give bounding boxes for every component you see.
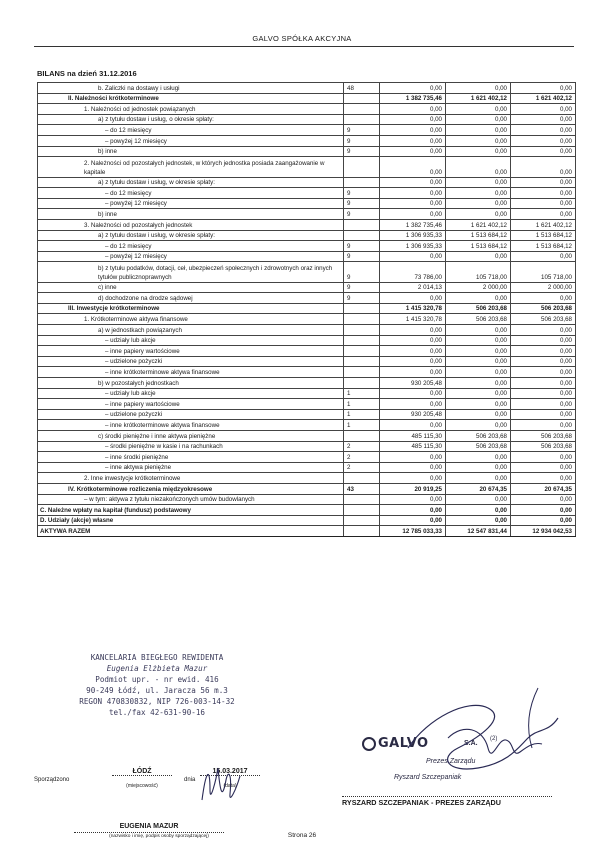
row-value-col2: 1 513 684,12 xyxy=(446,230,511,241)
row-value-col2: 506 203,68 xyxy=(446,314,511,325)
row-value-col3: 0,00 xyxy=(511,505,576,516)
row-value-col2: 0,00 xyxy=(446,494,511,505)
row-value-col1: 0,00 xyxy=(380,188,446,199)
row-value-col3: 506 203,68 xyxy=(511,441,576,452)
table-row xyxy=(38,146,576,157)
balance-sheet-table xyxy=(37,82,576,537)
row-note xyxy=(344,473,380,484)
row-value-col1: 0,00 xyxy=(380,293,446,304)
table-row xyxy=(38,526,576,537)
row-label: b) inne xyxy=(38,209,344,220)
row-note xyxy=(344,230,380,241)
row-value-col1: 0,00 xyxy=(380,157,446,177)
table-row xyxy=(38,346,576,357)
table-row xyxy=(38,241,576,252)
auditor-stamp xyxy=(62,652,252,718)
preparer-handwritten-signature xyxy=(196,760,244,808)
row-value-col2: 105 718,00 xyxy=(446,262,511,282)
table-row xyxy=(38,335,576,346)
galvo-logo-icon xyxy=(362,737,376,751)
row-value-col1: 0,00 xyxy=(380,83,446,94)
table-row xyxy=(38,293,576,304)
row-note: 2 xyxy=(344,452,380,463)
row-label: – inne aktywa pieniężne xyxy=(38,462,344,473)
row-label: – udziały lub akcje xyxy=(38,388,344,399)
table-row xyxy=(38,104,576,115)
row-value-col1: 0,00 xyxy=(380,452,446,463)
row-value-col1: 1 306 935,33 xyxy=(380,241,446,252)
row-value-col1: 485 115,30 xyxy=(380,431,446,442)
row-label: – inne papiery wartościowe xyxy=(38,399,344,410)
row-note: 1 xyxy=(344,409,380,420)
row-note: 9 xyxy=(344,282,380,293)
row-note xyxy=(344,314,380,325)
preparer-caption: (nazwisko i imię, podpis osoby sporządzającej) xyxy=(109,834,209,839)
row-note xyxy=(344,335,380,346)
auditor-stamp-line: Podmiot upr. - nr ewid. 416 xyxy=(95,675,219,684)
table-row xyxy=(38,282,576,293)
row-value-col2: 0,00 xyxy=(446,346,511,357)
row-value-col1: 0,00 xyxy=(380,251,446,262)
row-value-col1: 0,00 xyxy=(380,146,446,157)
row-value-col2: 0,00 xyxy=(446,335,511,346)
row-value-col3: 12 934 042,53 xyxy=(511,526,576,537)
row-value-col3: 1 513 684,12 xyxy=(511,241,576,252)
row-value-col1: 485 115,30 xyxy=(380,441,446,452)
row-value-col3: 0,00 xyxy=(511,346,576,357)
row-note xyxy=(344,346,380,357)
row-value-col1: 1 382 735,46 xyxy=(380,219,446,230)
row-value-col1: 0,00 xyxy=(380,473,446,484)
row-value-col3: 0,00 xyxy=(511,473,576,484)
row-note: 9 xyxy=(344,241,380,252)
row-value-col3: 0,00 xyxy=(511,135,576,146)
table-row xyxy=(38,209,576,220)
table-row xyxy=(38,114,576,125)
row-note: 9 xyxy=(344,293,380,304)
table-row xyxy=(38,262,576,282)
row-value-col3: 506 203,68 xyxy=(511,431,576,442)
table-row xyxy=(38,219,576,230)
table-row xyxy=(38,251,576,262)
row-value-col2: 0,00 xyxy=(446,146,511,157)
table-row xyxy=(38,188,576,199)
row-value-col3: 0,00 xyxy=(511,399,576,410)
row-value-col2: 506 203,68 xyxy=(446,303,511,314)
table-row xyxy=(38,388,576,399)
auditor-stamp-line: tel./fax 42-631-90-16 xyxy=(108,708,205,717)
row-value-col1: 0,00 xyxy=(380,335,446,346)
row-note: 1 xyxy=(344,388,380,399)
row-label: C. Należne wpłaty na kapitał (fundusz) podstawowy xyxy=(38,505,344,516)
row-value-col2: 0,00 xyxy=(446,198,511,209)
row-value-col3: 0,00 xyxy=(511,209,576,220)
row-value-col1: 0,00 xyxy=(380,388,446,399)
row-note: 9 xyxy=(344,251,380,262)
row-value-col3: 2 000,00 xyxy=(511,282,576,293)
row-note: 2 xyxy=(344,441,380,452)
row-label: 1. Krótkoterminowe aktywa finansowe xyxy=(38,314,344,325)
row-note: 9 xyxy=(344,146,380,157)
row-note xyxy=(344,157,380,177)
row-label: – powyżej 12 miesięcy xyxy=(38,198,344,209)
row-label: 2. Inne inwestycje krótkoterminowe xyxy=(38,473,344,484)
auditor-stamp-line: REGON 470830832, NIP 726-003-14-32 xyxy=(79,697,235,706)
row-note: 9 xyxy=(344,135,380,146)
table-row xyxy=(38,462,576,473)
auditor-stamp-line: 90-249 Łódź, ul. Jaracza 56 m.3 xyxy=(86,686,228,695)
table-row xyxy=(38,378,576,389)
table-row xyxy=(38,431,576,442)
row-value-col2: 0,00 xyxy=(446,409,511,420)
table-row xyxy=(38,177,576,188)
row-note: 48 xyxy=(344,83,380,94)
table-row xyxy=(38,230,576,241)
row-value-col3: 0,00 xyxy=(511,104,576,115)
row-value-col3: 0,00 xyxy=(511,325,576,336)
row-value-col2: 20 674,35 xyxy=(446,483,511,494)
table-row xyxy=(38,93,576,104)
row-value-col3: 0,00 xyxy=(511,293,576,304)
row-value-col1: 0,00 xyxy=(380,125,446,136)
table-row xyxy=(38,325,576,336)
row-value-col1: 0,00 xyxy=(380,209,446,220)
row-value-col2: 12 547 831,44 xyxy=(446,526,511,537)
table-row xyxy=(38,367,576,378)
row-label: – udzielone pożyczki xyxy=(38,409,344,420)
ceo-signature-line xyxy=(342,796,552,797)
balance-sheet-body xyxy=(38,83,576,537)
row-label: – w tym: aktywa z tytułu niezakończonych umów budowlanych xyxy=(38,494,344,505)
row-value-col2: 0,00 xyxy=(446,515,511,526)
row-note: 9 xyxy=(344,209,380,220)
row-note: 1 xyxy=(344,399,380,410)
table-row xyxy=(38,441,576,452)
row-value-col3: 1 621 402,12 xyxy=(511,93,576,104)
row-label: c) środki pieniężne i inne aktywa pieniężne xyxy=(38,431,344,442)
table-row xyxy=(38,198,576,209)
preparer-name: EUGENIA MAZUR xyxy=(119,823,179,830)
row-label: – inne krótkoterminowe aktywa finansowe xyxy=(38,420,344,431)
row-value-col1: 0,00 xyxy=(380,494,446,505)
row-value-col3: 0,00 xyxy=(511,420,576,431)
galvo-stamp-role: Prezes Zarządu xyxy=(426,758,476,765)
row-label: 3. Należności od pozostałych jednostek xyxy=(38,219,344,230)
row-note: 9 xyxy=(344,125,380,136)
row-note xyxy=(344,177,380,188)
row-value-col2: 0,00 xyxy=(446,356,511,367)
date-value: 15.03.2017 xyxy=(200,768,260,776)
table-row xyxy=(38,473,576,484)
table-row xyxy=(38,303,576,314)
table-row xyxy=(38,135,576,146)
row-value-col1: 0,00 xyxy=(380,462,446,473)
row-value-col2: 0,00 xyxy=(446,473,511,484)
row-note xyxy=(344,526,380,537)
row-label: – do 12 miesięcy xyxy=(38,125,344,136)
row-note: 43 xyxy=(344,483,380,494)
row-value-col3: 0,00 xyxy=(511,356,576,367)
row-value-col1: 73 786,00 xyxy=(380,262,446,282)
prepared-label: Sporządzono xyxy=(34,777,70,783)
row-value-col3: 0,00 xyxy=(511,367,576,378)
galvo-sa: S.A. xyxy=(464,740,478,747)
row-value-col2: 0,00 xyxy=(446,452,511,463)
row-value-col1: 12 785 033,33 xyxy=(380,526,446,537)
row-note xyxy=(344,494,380,505)
row-label: III. Inwestycje krótkoterminowe xyxy=(38,303,344,314)
row-value-col2: 0,00 xyxy=(446,114,511,125)
row-value-col2: 1 621 402,12 xyxy=(446,219,511,230)
table-row xyxy=(38,483,576,494)
row-note xyxy=(344,431,380,442)
row-value-col2: 0,00 xyxy=(446,83,511,94)
row-label: II. Należności krótkoterminowe xyxy=(38,93,344,104)
row-value-col3: 20 674,35 xyxy=(511,483,576,494)
row-note xyxy=(344,114,380,125)
row-label: 2. Należności od pozostałych jednostek, w których jednostka posiada zaangażowanie w kapitale xyxy=(38,157,344,177)
table-row xyxy=(38,420,576,431)
date-caption: (data) xyxy=(223,783,237,789)
row-value-col2: 0,00 xyxy=(446,462,511,473)
row-value-col1: 2 014,13 xyxy=(380,282,446,293)
row-note: 2 xyxy=(344,462,380,473)
galvo-stamp-number: (2) xyxy=(490,736,498,742)
row-value-col3: 0,00 xyxy=(511,462,576,473)
row-label: – powyżej 12 miesięcy xyxy=(38,135,344,146)
table-row xyxy=(38,356,576,367)
row-value-col2: 0,00 xyxy=(446,251,511,262)
row-label: b. Zaliczki na dostawy i usługi xyxy=(38,83,344,94)
row-note xyxy=(344,515,380,526)
row-value-col1: 0,00 xyxy=(380,356,446,367)
row-label: – inne środki pieniężne xyxy=(38,452,344,463)
row-value-col2: 0,00 xyxy=(446,157,511,177)
row-label: – udziały lub akcje xyxy=(38,335,344,346)
row-value-col1: 0,00 xyxy=(380,135,446,146)
table-row xyxy=(38,83,576,94)
row-value-col2: 506 203,68 xyxy=(446,441,511,452)
row-value-col2: 0,00 xyxy=(446,293,511,304)
table-row xyxy=(38,314,576,325)
row-note xyxy=(344,505,380,516)
row-value-col1: 1 382 735,46 xyxy=(380,93,446,104)
row-value-col3: 0,00 xyxy=(511,188,576,199)
row-label: D. Udziały (akcje) własne xyxy=(38,515,344,526)
table-row xyxy=(38,515,576,526)
header-divider xyxy=(34,46,574,47)
row-value-col3: 0,00 xyxy=(511,335,576,346)
row-value-col3: 105 718,00 xyxy=(511,262,576,282)
row-value-col1: 20 919,25 xyxy=(380,483,446,494)
company-header: GALVO SPÓŁKA AKCYJNA xyxy=(252,34,352,43)
row-value-col3: 0,00 xyxy=(511,157,576,177)
row-note: 1 xyxy=(344,420,380,431)
row-label: c) inne xyxy=(38,282,344,293)
row-label: a) w jednostkach powiązanych xyxy=(38,325,344,336)
row-value-col2: 1 621 402,12 xyxy=(446,93,511,104)
row-note xyxy=(344,303,380,314)
row-value-col3: 0,00 xyxy=(511,146,576,157)
row-value-col1: 930 205,48 xyxy=(380,409,446,420)
row-label: a) z tytułu dostaw i usług, w okresie spłaty: xyxy=(38,230,344,241)
row-value-col3: 0,00 xyxy=(511,494,576,505)
row-value-col2: 2 000,00 xyxy=(446,282,511,293)
row-note xyxy=(344,367,380,378)
row-note: 9 xyxy=(344,188,380,199)
row-label: IV. Krótkoterminowe rozliczenia międzyokresowe xyxy=(38,483,344,494)
row-value-col2: 0,00 xyxy=(446,388,511,399)
row-value-col3: 0,00 xyxy=(511,83,576,94)
place-value: ŁÓDŹ xyxy=(112,768,172,776)
row-value-col2: 0,00 xyxy=(446,367,511,378)
row-value-col2: 0,00 xyxy=(446,209,511,220)
row-label: – do 12 miesięcy xyxy=(38,188,344,199)
row-note xyxy=(344,104,380,115)
row-value-col3: 0,00 xyxy=(511,251,576,262)
row-value-col3: 1 621 402,12 xyxy=(511,219,576,230)
row-label: – inne papiery wartościowe xyxy=(38,346,344,357)
row-value-col1: 930 205,48 xyxy=(380,378,446,389)
row-value-col2: 0,00 xyxy=(446,177,511,188)
ceo-handwritten-signature xyxy=(388,678,568,788)
row-value-col1: 0,00 xyxy=(380,198,446,209)
row-value-col1: 0,00 xyxy=(380,177,446,188)
row-value-col1: 0,00 xyxy=(380,420,446,431)
auditor-stamp-line: Eugenia Elżbieta Mazur xyxy=(106,664,208,673)
row-label: – środki pieniężne w kasie i na rachunkach xyxy=(38,441,344,452)
row-label: – inne krótkoterminowe aktywa finansowe xyxy=(38,367,344,378)
row-value-col1: 0,00 xyxy=(380,367,446,378)
galvo-stamp-name: Ryszard Szczepaniak xyxy=(394,774,462,781)
row-label: – powyżej 12 miesięcy xyxy=(38,251,344,262)
row-value-col3: 0,00 xyxy=(511,198,576,209)
row-value-col1: 0,00 xyxy=(380,325,446,336)
row-label: a) z tytułu dostaw i usług, w okresie spłaty: xyxy=(38,177,344,188)
row-value-col2: 0,00 xyxy=(446,325,511,336)
row-note: 9 xyxy=(344,262,380,282)
row-label: b) inne xyxy=(38,146,344,157)
row-note xyxy=(344,356,380,367)
table-row xyxy=(38,452,576,463)
row-value-col3: 506 203,68 xyxy=(511,314,576,325)
row-value-col2: 0,00 xyxy=(446,378,511,389)
row-label: AKTYWA RAZEM xyxy=(38,526,344,537)
document-title: BILANS na dzień 31.12.2016 xyxy=(37,69,137,78)
row-note xyxy=(344,219,380,230)
row-value-col1: 0,00 xyxy=(380,114,446,125)
page-number: Strona 26 xyxy=(287,832,317,839)
galvo-logo-text: GALVO xyxy=(378,736,429,751)
row-value-col1: 0,00 xyxy=(380,399,446,410)
row-value-col2: 0,00 xyxy=(446,135,511,146)
row-value-col1: 0,00 xyxy=(380,104,446,115)
row-note xyxy=(344,325,380,336)
row-note: 9 xyxy=(344,198,380,209)
row-label: a) z tytułu dostaw i usług, o okresie spłaty: xyxy=(38,114,344,125)
row-value-col2: 0,00 xyxy=(446,188,511,199)
auditor-stamp-line: KANCELARIA BIEGŁEGO REWIDENTA xyxy=(90,653,224,662)
row-value-col2: 1 513 684,12 xyxy=(446,241,511,252)
row-label: 1. Należności od jednostek powiązanych xyxy=(38,104,344,115)
row-value-col2: 0,00 xyxy=(446,420,511,431)
ceo-name-title: RYSZARD SZCZEPANIAK - PREZES ZARZĄDU xyxy=(342,798,501,807)
row-value-col2: 0,00 xyxy=(446,505,511,516)
row-value-col2: 506 203,68 xyxy=(446,431,511,442)
row-value-col3: 0,00 xyxy=(511,378,576,389)
table-row xyxy=(38,505,576,516)
place-caption: (miejscowość) xyxy=(126,783,158,789)
row-value-col2: 0,00 xyxy=(446,104,511,115)
row-value-col1: 0,00 xyxy=(380,505,446,516)
row-value-col3: 0,00 xyxy=(511,515,576,526)
row-label: d) dochodzone na drodze sądowej xyxy=(38,293,344,304)
table-row xyxy=(38,494,576,505)
row-value-col3: 0,00 xyxy=(511,114,576,125)
row-label: b) z tytułu podatków, dotacji, ceł, ubezpieczeń społecznych i zdrowotnych oraz innych tytułów publicznoprawnych xyxy=(38,262,344,282)
row-note xyxy=(344,378,380,389)
row-value-col1: 1 415 320,78 xyxy=(380,303,446,314)
table-row xyxy=(38,157,576,177)
row-value-col3: 0,00 xyxy=(511,452,576,463)
row-value-col3: 1 513 684,12 xyxy=(511,230,576,241)
table-row xyxy=(38,125,576,136)
row-label: b) w pozostałych jednostkach xyxy=(38,378,344,389)
row-value-col3: 0,00 xyxy=(511,388,576,399)
row-label: – do 12 miesięcy xyxy=(38,241,344,252)
row-value-col1: 1 415 320,78 xyxy=(380,314,446,325)
row-value-col3: 0,00 xyxy=(511,177,576,188)
row-note xyxy=(344,93,380,104)
row-label: – udzielone pożyczki xyxy=(38,356,344,367)
row-value-col3: 0,00 xyxy=(511,409,576,420)
table-row xyxy=(38,399,576,410)
row-value-col1: 0,00 xyxy=(380,346,446,357)
row-value-col3: 0,00 xyxy=(511,125,576,136)
row-value-col2: 0,00 xyxy=(446,125,511,136)
date-label: dnia xyxy=(184,777,196,783)
row-value-col3: 506 203,68 xyxy=(511,303,576,314)
row-value-col1: 1 306 935,33 xyxy=(380,230,446,241)
row-value-col1: 0,00 xyxy=(380,515,446,526)
row-value-col2: 0,00 xyxy=(446,399,511,410)
table-row xyxy=(38,409,576,420)
